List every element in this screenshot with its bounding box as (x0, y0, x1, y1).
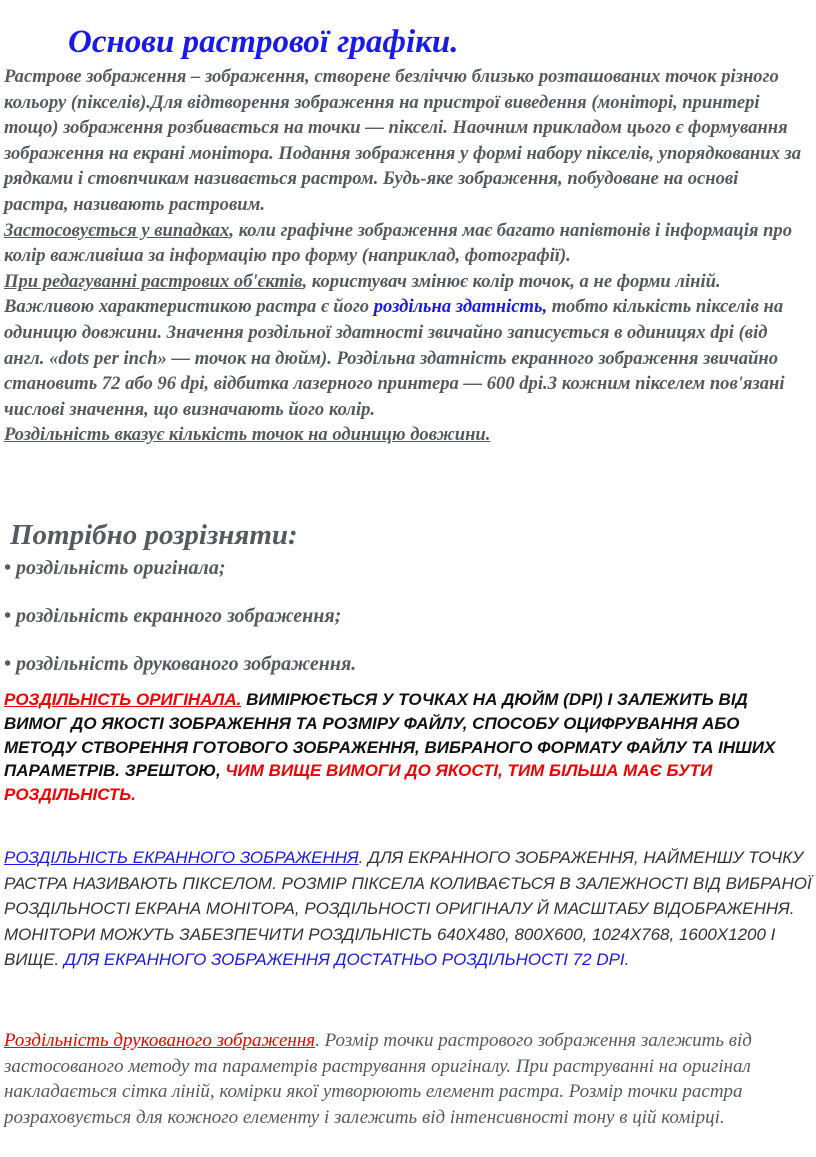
editing-paragraph (4, 269, 804, 423)
usage-paragraph (4, 218, 804, 269)
bullet-print: • роздільність друкованого зображення. (4, 653, 357, 675)
editing-heading: При редагуванні растрових об'єктів (4, 270, 303, 292)
intro-section (4, 64, 804, 448)
resolution-definition-text: Роздільність вказує кількість точок на одиницю довжини. (4, 424, 491, 446)
screen-conclusion: ДЛЯ ЕКРАННОГО ЗОБРАЖЕННЯ ДОСТАТНЬО РОЗДІЛЬНОСТІ 72 DPI. (63, 950, 630, 969)
original-resolution-section (4, 688, 810, 807)
usage-text: , коли графічне зображення має багато напівтонів і інформація про колір важливіша за інформацію про форму (наприклад, фотографії). (4, 219, 793, 267)
screen-resolution-section (4, 845, 812, 973)
print-heading: Роздільність друкованого зображення (4, 1030, 316, 1051)
print-resolution-section (4, 1028, 812, 1130)
resolution-definition (4, 422, 804, 448)
subheading: Потрібно розрізняти: (10, 519, 298, 551)
screen-text: . ДЛЯ ЕКРАННОГО ЗОБРАЖЕННЯ, НАЙМЕНШУ ТОЧКУ РАСТРА НАЗИВАЮТЬ ПІКСЕЛОМ. РОЗМІР ПІКСЕЛА КОЛИВАЄТЬСЯ В ЗАЛЕЖНОСТІ ВІД ВИБРАНОЇ РОЗДІЛЬНОСТІ ЕКРАНА МОНІТОРА, РОЗДІЛЬНОСТІ ОРИГІНАЛУ Й МАСШТАБУ ВІДОБРАЖЕННЯ. МОНІТОРИ МОЖУТЬ ЗАБЕЗПЕЧИТИ РОЗДІЛЬНІСТЬ 640Х480, 800Х600, 1024Х768, 1600Х1200 І ВИЩЕ. (4, 848, 812, 969)
bullet-screen: • роздільність екранного зображення; (4, 605, 342, 627)
page-title: Основи растрової графіки. (68, 24, 459, 60)
resolution-term: роздільна здатність, (373, 296, 548, 318)
editing-text-b: тобто кількість пікселів на одиницю довжини. Значення роздільної здатності звичайно записується в одиницях dpi (від англ. «dots per inch» — точок на дюйм). Роздільна здатність екранного зображення звичайно становить 72 або 96 dpi, відбитка лазерного принтера — 600 dpi.З кожним пікселем пов'язані числові значення, що визначають його колір. (4, 296, 785, 420)
intro-paragraph (4, 64, 804, 218)
print-text: . Розмір точки растрового зображення залежить від застосованого методу та параметрів растрування оригіналу. При раструванні на оригінал накладається сітка ліній, комірки якої утворюють елемент растра. Розмір точки растра розраховується для кожного елементу і залежить від інтенсивності тону в цій комірці. (4, 1030, 752, 1128)
screen-heading: РОЗДІЛЬНІСТЬ ЕКРАННОГО ЗОБРАЖЕННЯ (4, 848, 359, 867)
bullet-original: • роздільність оригінала; (4, 557, 226, 579)
intro-text: Растрове зображення – зображення, створене безліччю близько розташованих точок різного кольору (пікселів).Для відтворення зображення на пристрої виведення (моніторі, принтері тощо) зображення розбивається на точки — пікселі. Наочним прикладом цього є формування зображення на екрані монітора. Подання зображення у формі набору пікселів, упорядкованих за рядками і стовпчикам називається растром. Будь-яке зображення, побудоване на основі растра, називають растровим. (4, 66, 802, 215)
original-heading: РОЗДІЛЬНІСТЬ ОРИГІНАЛА. (4, 690, 242, 709)
original-conclusion: ЧИМ ВИЩЕ ВИМОГИ ДО ЯКОСТІ, ТИМ БІЛЬША МАЄ БУТИ РОЗДІЛЬНІСТЬ. (4, 761, 713, 805)
editing-text-a: , користувач змінює колір точок, а не форми ліній. Важливою характеристикою растра є його (4, 270, 721, 318)
usage-heading: Застосовується у випадках (4, 219, 230, 241)
original-text: ВИМІРЮЄТЬСЯ У ТОЧКАХ НА ДЮЙМ (DPI) І ЗАЛЕЖИТЬ ВІД ВИМОГ ДО ЯКОСТІ ЗОБРАЖЕННЯ ТА РОЗМІРУ ФАЙЛУ, СПОСОБУ ОЦИФРУВАННЯ АБО МЕТОДУ СТВОРЕННЯ ГОТОВОГО ЗОБРАЖЕННЯ, ВИБРАНОГО ФОРМАТУ ФАЙЛУ ТА ІНШИХ ПАРАМЕТРІВ. ЗРЕШТОЮ, (4, 690, 776, 781)
